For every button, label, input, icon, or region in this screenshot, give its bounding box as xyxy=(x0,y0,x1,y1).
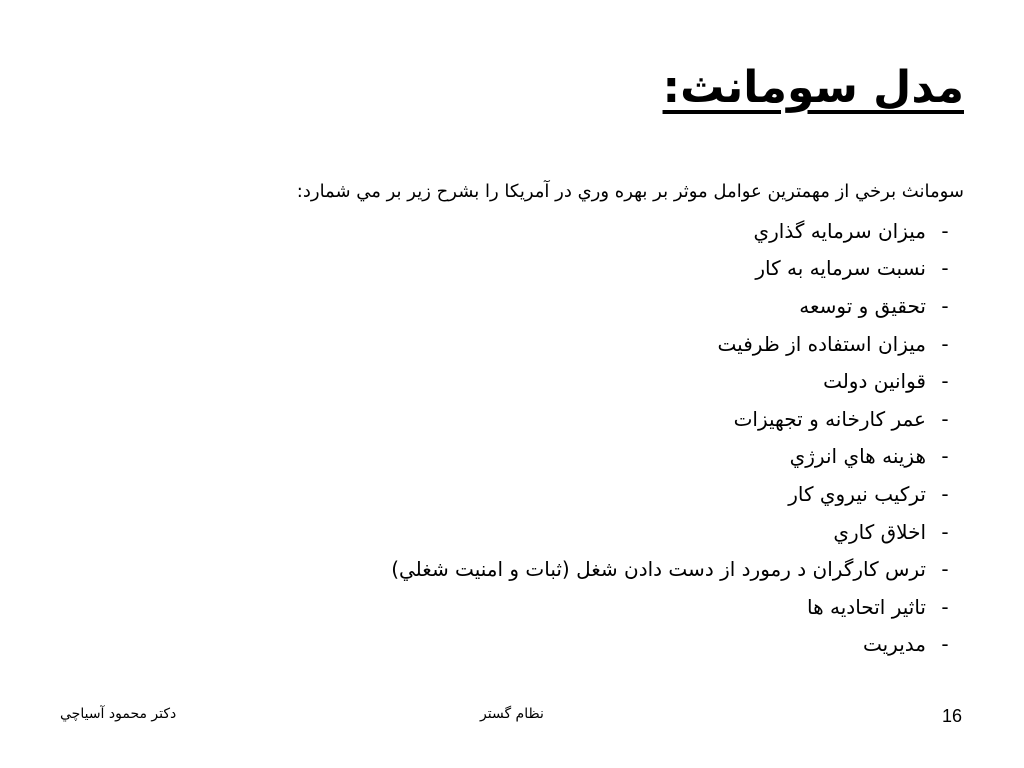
list-item-text: ترس كارگران د رمورد از دست دادن شغل (ثبات و امنيت شغلي) xyxy=(391,557,926,582)
bullet-marker: - xyxy=(941,293,949,318)
list-item xyxy=(391,513,964,551)
list-item xyxy=(391,438,964,476)
list-item xyxy=(391,287,964,325)
bullet-marker: - xyxy=(941,557,949,582)
bullet-marker: - xyxy=(941,594,949,619)
list-item-text: تحقيق و توسعه xyxy=(799,293,926,318)
list-item-text: ميزان استفاده از ظرفيت xyxy=(717,331,926,356)
list-item xyxy=(391,212,964,250)
footer-author: دكتر محمود آسياچي xyxy=(60,706,177,722)
bullet-marker: - xyxy=(941,331,949,356)
list-item-text: ميزان سرمايه گذاري xyxy=(753,218,926,243)
page-number: 16 xyxy=(941,706,962,726)
factor-list xyxy=(391,212,964,663)
list-item-text: تاثير اتحاديه ها xyxy=(807,594,926,619)
list-item xyxy=(391,626,964,664)
list-item xyxy=(391,325,964,363)
slide-title: مدل سومانث: xyxy=(662,62,964,113)
list-item-text: هزينه هاي انرژي xyxy=(789,444,926,469)
list-item xyxy=(391,362,964,400)
list-item xyxy=(391,588,964,626)
list-item xyxy=(391,400,964,438)
list-item xyxy=(391,250,964,288)
list-item-text: عمر كارخانه و تجهيزات xyxy=(733,406,926,431)
bullet-marker: - xyxy=(941,481,949,506)
bullet-marker: - xyxy=(941,218,949,243)
list-item-text: اخلاق كاري xyxy=(833,519,926,544)
bullet-marker: - xyxy=(941,256,949,281)
list-item xyxy=(391,475,964,513)
list-item-text: قوانين دولت xyxy=(823,369,926,394)
list-item-text: تركيب نيروي كار xyxy=(788,481,926,506)
footer-center-text: نظام گستر xyxy=(480,706,544,722)
list-item xyxy=(391,550,964,588)
bullet-marker: - xyxy=(941,632,949,657)
list-item-text: مديريت xyxy=(862,632,926,657)
list-item-text: نسبت سرمايه به كار xyxy=(755,256,926,281)
bullet-marker: - xyxy=(941,369,949,394)
bullet-marker: - xyxy=(941,444,949,469)
intro-text: سومانث برخي از مهمترين عوامل موثر بر بهره وري در آمريكا را بشرح زير بر مي شمارد: xyxy=(296,181,964,202)
bullet-marker: - xyxy=(941,519,949,544)
bullet-marker: - xyxy=(941,406,949,431)
